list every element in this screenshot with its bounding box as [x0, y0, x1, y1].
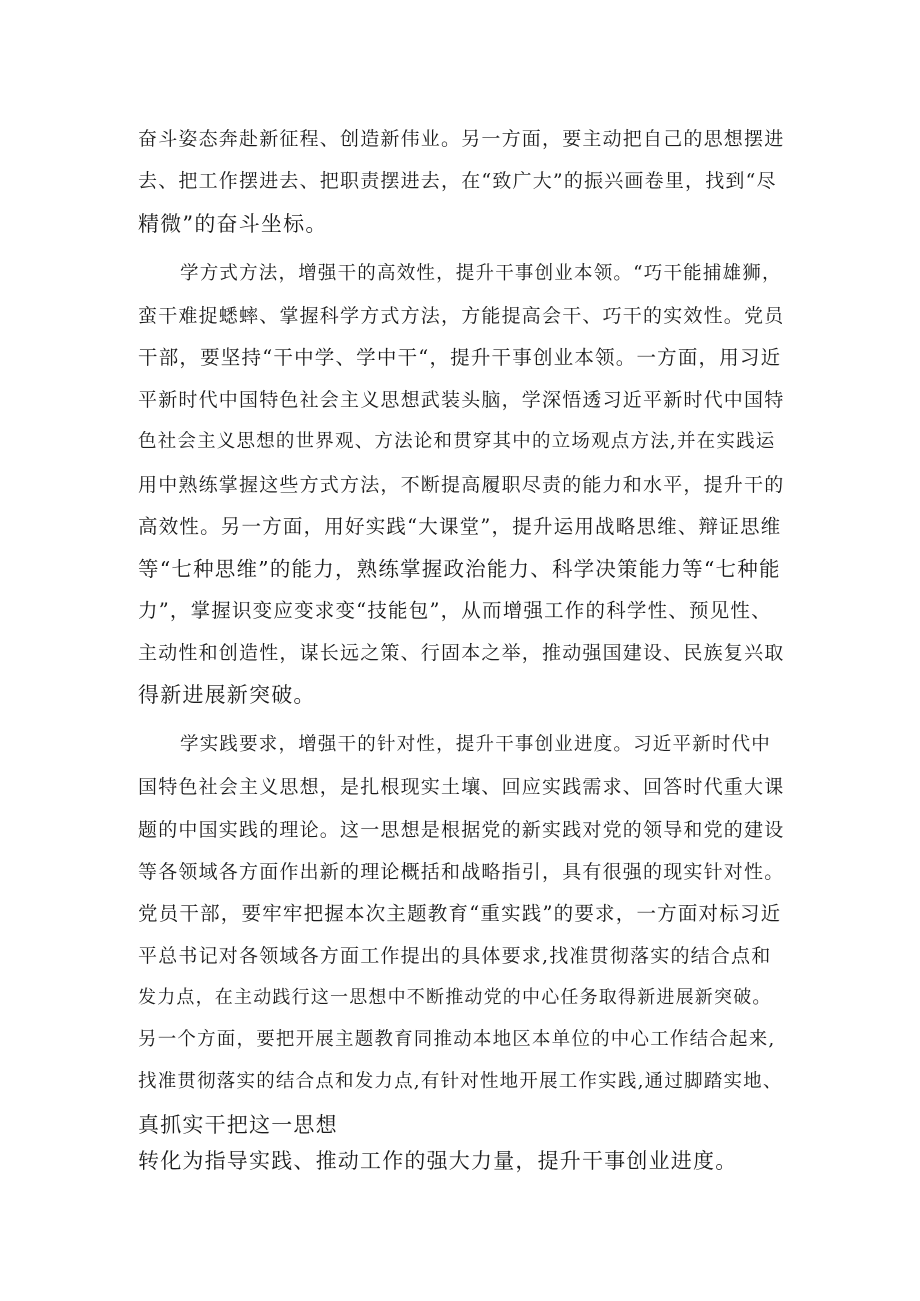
text-line: 去、把工作摆进去、把职责摆进去，在“致广大”的振兴画卷里，找到“尽	[138, 170, 777, 192]
text-line: 转化为指导实践、推动工作的强大力量，提升干事创业进度。	[138, 1149, 738, 1173]
paragraph-first-line: 学方式方法，增强干的高效性，提升干事创业本领。“巧干能捕雄狮，	[180, 263, 782, 284]
text-line: 平新时代中国特色社会主义思想武装头脑，学深悟透习近平新时代中国特	[138, 389, 785, 411]
text-line: 等“七种思维”的能力，熟练掌握政治能力、科学决策能力等“七种能	[138, 557, 781, 581]
text-line: 得新进展新突破。	[138, 683, 316, 707]
text-line: 党员干部，要牢牢把握本次主题教育“重实践”的要求，一方面对标习近	[138, 902, 782, 925]
text-line: 题的中国实践的理论。这一思想是根据党的新实践对党的领导和党的建设	[138, 819, 785, 841]
text-line: 蛮干难捉蟋蟀、掌握科学方式方法，方能提高会干、巧干的实效性。党员	[138, 305, 785, 327]
text-line: 发力点，在主动践行这一思想中不断推动党的中心任务取得新进展新突破。	[138, 987, 772, 1008]
text-line: 另一个方面，要把开展主题教育同推动本地区本单位的中心工作结合起来,	[138, 1029, 776, 1050]
text-line: 找准贯彻落实的结合点和发力点,有针对性地开展工作实践,通过脚踏实地、	[138, 1071, 783, 1092]
text-line: 国特色社会主义思想，是扎根现实土壤、回应实践需求、回答时代重大课	[138, 776, 785, 798]
text-line: 奋斗姿态奔赴新征程、创造新伟业。另一方面，要主动把自己的思想摆进	[138, 128, 785, 150]
text-line: 平总书记对各领域各方面工作提出的具体要求,找准贯彻落实的结合点和	[138, 945, 772, 967]
text-line: 真抓实干把这一思想	[138, 1113, 338, 1137]
text-line: 力”，掌握识变应变求变“技能包”，从而增强工作的科学性、预见性、	[138, 599, 772, 622]
text-line: 高效性。另一方面，用好实践“大课堂”，提升运用战略思维、辩证思维	[138, 515, 782, 538]
text-line: 等各领域各方面作出新的理论概括和战略指引，具有很强的现实针对性。	[138, 861, 785, 883]
paragraph-first-line: 学实践要求，增强干的针对性，提升干事创业进度。习近平新时代中	[180, 734, 772, 755]
text-line: 主动性和创造性，谋长远之策、行固本之举，推动强国建设、民族复兴取	[138, 642, 785, 664]
text-line: 干部，要坚持“干中学、学中干“，提升干事创业本领。一方面，用习近	[138, 346, 782, 369]
text-line: 用中熟练掌握这些方式方法，不断提高履职尽责的能力和水平，提升干的	[138, 474, 785, 496]
text-line: 精微”的奋斗坐标。	[138, 212, 328, 236]
text-line: 色社会主义思想的世界观、方法论和贯穿其中的立场观点方法,并在实践运	[138, 431, 776, 452]
